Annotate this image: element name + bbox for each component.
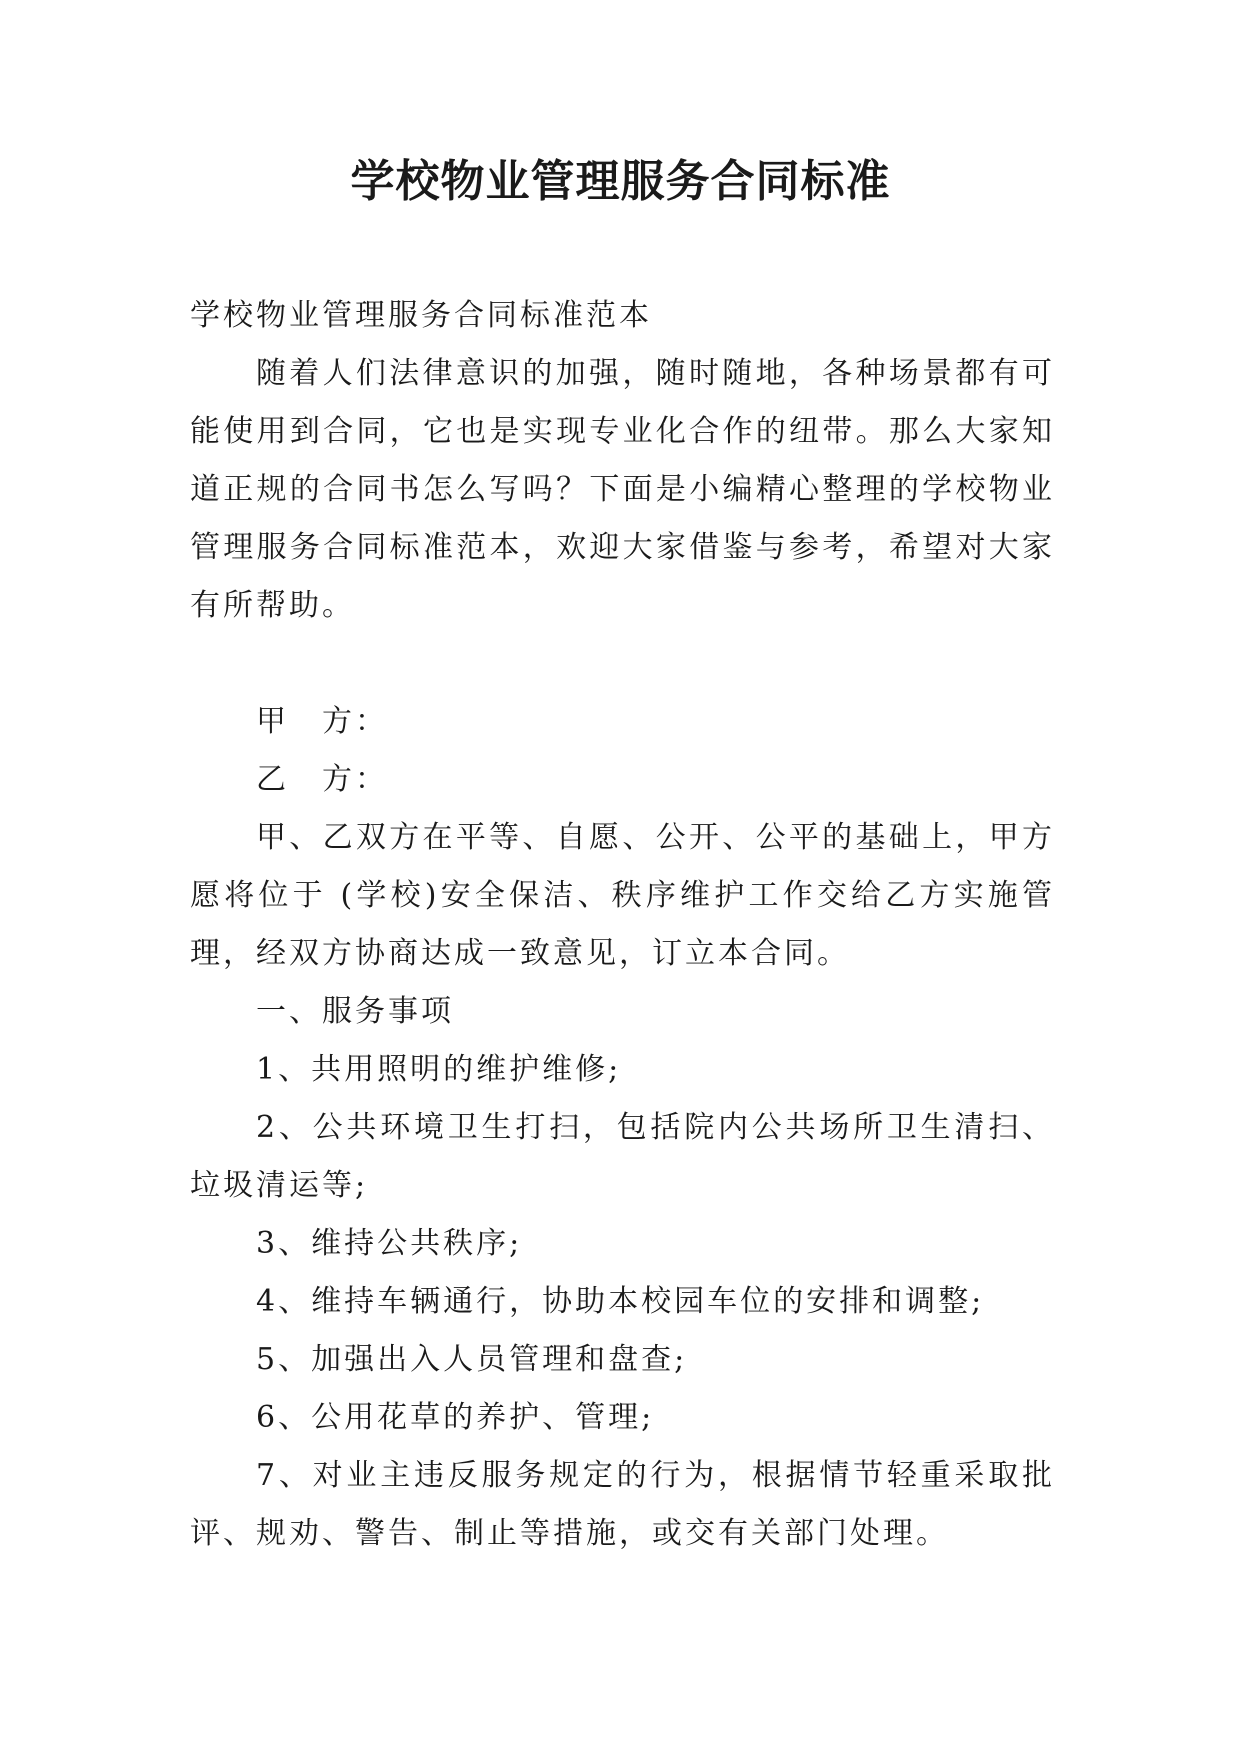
party-b-line: 乙 方： bbox=[256, 762, 388, 797]
document-title: 学校物业管理服务合同标准 bbox=[350, 156, 891, 207]
document-subtitle: 学校物业管理服务合同标准范本 bbox=[190, 298, 652, 333]
agreement-paragraph: 甲、乙双方在平等、自愿、公开、公平的基础上，甲方愿将位于 (学校)安全保洁、秩序维护工作交给乙方实施管理，经双方协商达成一致意见，订立本合同。 bbox=[190, 820, 1055, 971]
service-item: 3、维持公共秩序; bbox=[256, 1226, 523, 1261]
document-body bbox=[190, 287, 1055, 1563]
intro-paragraph: 随着人们法律意识的加强，随时随地，各种场景都有可能使用到合同，它也是实现专业化合作的纽带。那么大家知道正规的合同书怎么写吗？下面是小编精心整理的学校物业管理服务合同标准范本，欢迎大家借鉴与参考，希望对大家有所帮助。 bbox=[190, 356, 1055, 623]
service-item: 6、公用花草的养护、管理; bbox=[256, 1400, 655, 1435]
service-item: 2、公共环境卫生打扫，包括院内公共场所卫生清扫、垃圾清运等; bbox=[190, 1110, 1055, 1203]
party-a-line: 甲 方： bbox=[256, 704, 388, 739]
section-heading: 一、服务事项 bbox=[256, 994, 454, 1029]
service-item: 7、对业主违反服务规定的行为，根据情节轻重采取批评、规劝、警告、制止等措施，或交有关部门处理。 bbox=[190, 1458, 1055, 1551]
service-item: 4、维持车辆通行，协助本校园车位的安排和调整; bbox=[256, 1284, 985, 1319]
paragraph-gap bbox=[190, 635, 1055, 693]
service-item: 5、加强出入人员管理和盘查; bbox=[256, 1342, 688, 1377]
service-item: 1、共用照明的维护维修; bbox=[256, 1052, 622, 1087]
